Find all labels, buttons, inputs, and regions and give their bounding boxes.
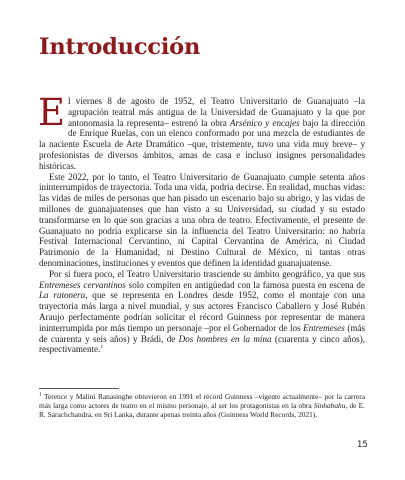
paragraph-2 [39,172,365,269]
footnote-marker: 1 [100,344,104,351]
paragraph-3 [39,269,365,355]
page-number: 15 [357,440,368,450]
footnote-divider [39,388,119,389]
paragraph-1 [38,91,365,172]
italic-title: Entremeses cervantinos [39,279,126,290]
italic-title: Arsénico y encajes [229,117,300,128]
body-text [38,91,365,355]
italic-title: Dos hombres en la mina [178,333,272,344]
italic-title: La ratonera [39,290,86,301]
text-run: , que se representa en Londres desde 1952, como el montaje con una trayectoria más larga a nivel mundial, y sus actores Francisco Caballero y José Rubén Araujo perfectamente podrían solicitar el récord Guinness por representar de manera ininterrumpida por más tiempo un personaje –por el Gobernador de los [39,290,365,333]
text-run: solo compiten en antigüedad con la famosa puesta en escena de [125,279,365,290]
text-run: Este 2022, por lo tanto, el Teatro Universitario de Guanajuato cumple setenta años ininterrumpidos de trayectoria. Toda una vida, podría decirse. En realidad, muchas vidas: las vidas de miles de personas que han pisado un escenario bajo su abrigo, y las vidas de millones de guanajuatenses que han visto a su Universidad, su ciudad y su estado transformarse en lo que son gracias a una obra de teatro. Efectivamente, el presente de Guanajuato no podría explicarse sin la influencia del Teatro Universitario: no habría Festival Internacional Cervantino, ni Capital Cervantina de América, ni Ciudad Patrimonio de la Humanidad, ni Destino Cultural de México, ni tantas otras denominaciones, instituciones y eventos que definen la identidad guanajuatense. [39,171,365,268]
text-run: (más de cuarenta y seis años) y Brádi, de [39,322,365,344]
paragraph-1-content [38,91,365,171]
footnote-marker: 1 [39,391,42,398]
italic-title: Entremeses [303,322,345,333]
text-run: (cuarenta y cinco años), respectivamente. [39,333,365,355]
italic-title: Sinhabahu [313,401,346,410]
footnote [39,392,365,419]
text-run: Terence y Malini Ranasinghe obtuvieron en 1991 el récord Guinness –vigente actualmente– por la carrera más larga como actores de teatro en el mismo personaje, al ser los protagonistas en la obra [39,392,365,410]
drop-cap: E [38,91,66,134]
text-run: , de E. R. Sarachchandra, en Sri Lanka, durante apenas treinta años (Guinness World Records, 2021). [39,401,366,419]
text-run: Por si fuera poco, el Teatro Universitario trasciende su ámbito geográfico, ya que sus [49,268,365,279]
text-run: bajo la dirección de Enrique Ruelas, con un elenco conformado por una mezcla de estudiantes de la naciente Escuela de Arte Dramático –que, tristemente, tuvo una vida muy breve– y profesionistas de diversos ámbitos, amas de casa e incluso insignes personalidades históricas. [39,117,365,171]
chapter-title: Introducción [39,34,201,60]
text-run: l viernes 8 de agosto de 1952, el Teatro Universitario de Guanajuato –la agrupación teatral más antigua de la Universidad de Guanajuato y la que por antonomasia la representa– estrenó la obra [68,96,365,128]
